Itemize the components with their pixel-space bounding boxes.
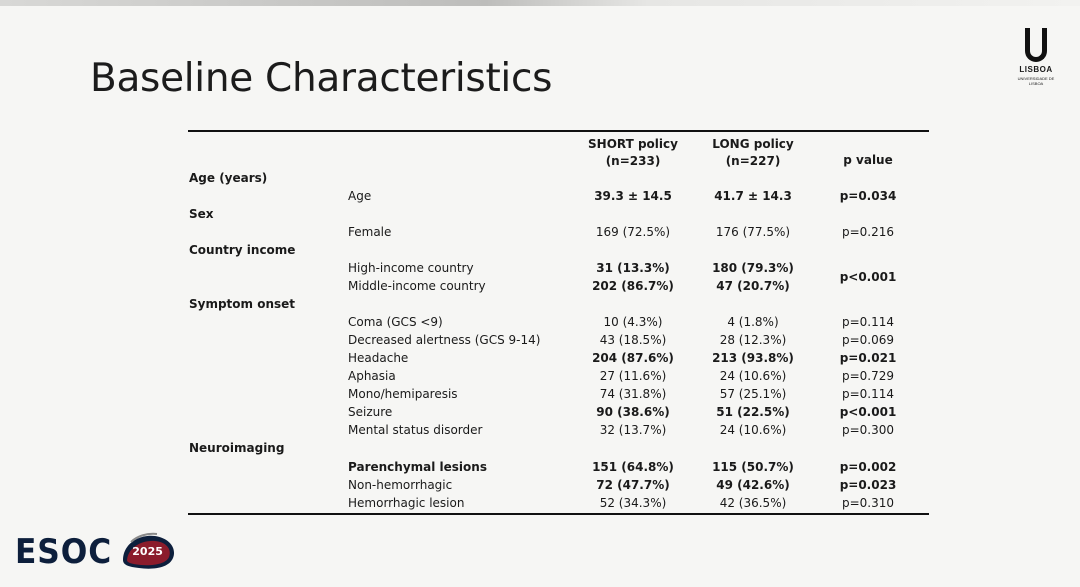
category-symptom-onset: Symptom onset [189, 297, 296, 311]
row-label-female: Female [348, 225, 392, 239]
cell-long-hemorrhagic: 42 (36.5%) [719, 496, 787, 510]
cell-p-female: p=0.216 [841, 225, 895, 239]
cell-long-headache: 213 (93.8%) [712, 351, 794, 365]
row-label-decreased-alertness: Decreased alertness (GCS 9-14) [348, 333, 541, 347]
cell-p-mono-hemiparesis: p=0.114 [841, 387, 895, 401]
cell-long-mental-status: 24 (10.6%) [719, 423, 787, 437]
cell-p-coma: p=0.114 [841, 315, 895, 329]
cell-p-aphasia: p=0.729 [841, 369, 895, 383]
cell-short-age: 39.3 ± 14.5 [594, 189, 672, 203]
row-label-seizure: Seizure [348, 405, 393, 419]
row-label-coma: Coma (GCS <9) [348, 315, 443, 329]
cell-long-decreased-alertness: 28 (12.3%) [719, 333, 787, 347]
cell-p-non-hemorrhagic: p=0.023 [839, 478, 897, 492]
slide-title: Baseline Characteristics [90, 56, 553, 101]
row-label-high-income: High-income country [348, 261, 474, 275]
university-logo-name: LISBOA [1019, 65, 1053, 74]
esoc-year-badge [117, 530, 179, 574]
table-top-rule [188, 130, 929, 132]
cell-long-mono-hemiparesis: 57 (25.1%) [719, 387, 787, 401]
cell-p-seizure: p<0.001 [839, 405, 897, 419]
esoc-logo [15, 530, 179, 574]
cell-p-mental-status: p=0.300 [841, 423, 895, 437]
cell-short-decreased-alertness: 43 (18.5%) [599, 333, 667, 347]
cell-long-parenchymal: 115 (50.7%) [712, 460, 794, 474]
cell-short-parenchymal: 151 (64.8%) [592, 460, 674, 474]
cell-p-decreased-alertness: p=0.069 [841, 333, 895, 347]
university-u-icon [1025, 28, 1047, 62]
category-sex: Sex [189, 207, 214, 221]
category-age: Age (years) [189, 171, 268, 185]
cell-p-country-income: p<0.001 [839, 270, 897, 284]
cell-p-headache: p=0.021 [839, 351, 897, 365]
row-label-parenchymal: Parenchymal lesions [348, 460, 487, 474]
category-neuroimaging: Neuroimaging [189, 441, 285, 455]
row-label-aphasia: Aphasia [348, 369, 396, 383]
cell-long-middle-income: 47 (20.7%) [716, 279, 790, 293]
row-label-non-hemorrhagic: Non-hemorrhagic [348, 478, 453, 492]
university-logo-subtitle: UNIVERSIDADE DE LISBOA [1017, 76, 1055, 86]
cell-long-age: 41.7 ± 14.3 [714, 189, 792, 203]
header-p-value: p value [843, 153, 893, 167]
row-label-mono-hemiparesis: Mono/hemiparesis [348, 387, 458, 401]
row-label-hemorrhagic: Hemorrhagic lesion [348, 496, 465, 510]
cell-p-hemorrhagic: p=0.310 [841, 496, 895, 510]
cell-long-coma: 4 (1.8%) [727, 315, 779, 329]
cell-short-hemorrhagic: 52 (34.3%) [599, 496, 667, 510]
row-label-mental-status: Mental status disorder [348, 423, 483, 437]
cell-short-mental-status: 32 (13.7%) [599, 423, 667, 437]
cell-short-seizure: 90 (38.6%) [596, 405, 670, 419]
cell-long-female: 176 (77.5%) [715, 225, 791, 239]
esoc-wordmark: ESOC [15, 532, 113, 572]
cell-long-non-hemorrhagic: 49 (42.6%) [716, 478, 790, 492]
cell-short-mono-hemiparesis: 74 (31.8%) [599, 387, 667, 401]
university-logo [1016, 28, 1056, 86]
cell-long-aphasia: 24 (10.6%) [719, 369, 787, 383]
cell-p-age: p=0.034 [839, 189, 897, 203]
esoc-year: 2025 [132, 545, 163, 558]
slide-top-strip [0, 0, 1080, 6]
category-country-income: Country income [189, 243, 296, 257]
cell-short-middle-income: 202 (86.7%) [592, 279, 674, 293]
cell-short-headache: 204 (87.6%) [592, 351, 674, 365]
cell-short-coma: 10 (4.3%) [603, 315, 663, 329]
row-label-age: Age [348, 189, 372, 203]
cell-short-aphasia: 27 (11.6%) [599, 369, 667, 383]
cell-short-non-hemorrhagic: 72 (47.7%) [596, 478, 670, 492]
cell-short-high-income: 31 (13.3%) [596, 261, 670, 275]
table-bottom-rule [188, 513, 929, 515]
header-short-policy: SHORT policy (n=233) [588, 137, 678, 168]
cell-p-parenchymal: p=0.002 [839, 460, 897, 474]
row-label-headache: Headache [348, 351, 409, 365]
row-label-middle-income: Middle-income country [348, 279, 486, 293]
cell-long-seizure: 51 (22.5%) [716, 405, 790, 419]
cell-short-female: 169 (72.5%) [595, 225, 671, 239]
header-long-policy: LONG policy (n=227) [712, 137, 794, 168]
cell-long-high-income: 180 (79.3%) [712, 261, 794, 275]
